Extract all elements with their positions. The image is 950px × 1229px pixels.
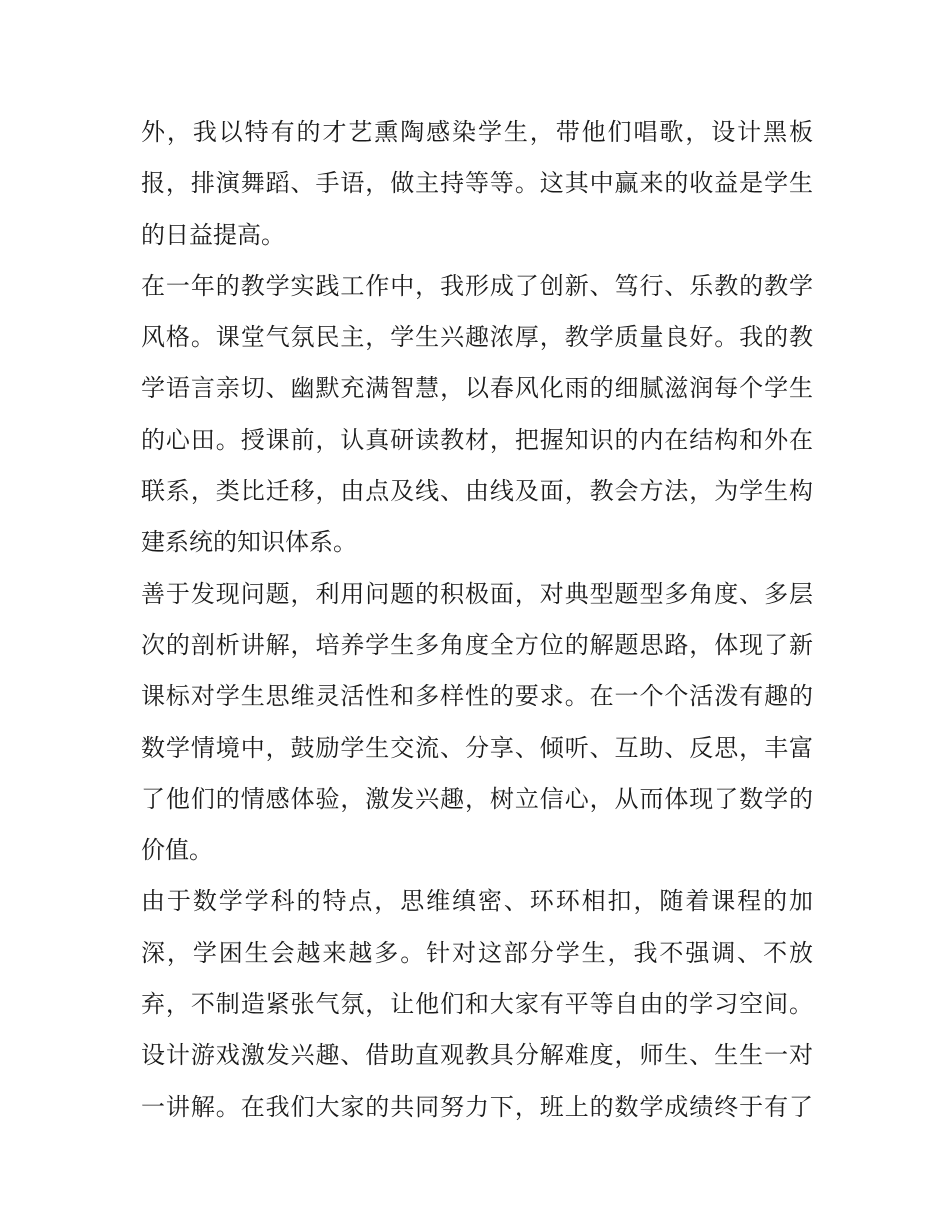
text-line-16: 由于数学学科的特点，思维缜密、环环相扣，随着课程的加 (141, 887, 813, 916)
text-line-5: 风格。课堂气氛民主，学生兴趣浓厚，教学质量良好。我的教 (141, 323, 813, 352)
text-line-8: 联系，类比迁移，由点及线、由线及面，教会方法，为学生构 (141, 477, 813, 506)
text-line-19: 设计游戏激发兴趣、借助直观教具分解难度，师生、生生一对 (141, 1041, 813, 1070)
text-line-2: 报，排演舞蹈、手语，做主持等等。这其中赢来的收益是学生 (141, 169, 813, 198)
text-line-14: 了他们的情感体验，激发兴趣，树立信心，从而体现了数学的 (141, 784, 813, 813)
body-text (141, 107, 813, 1133)
text-line-10: 善于发现问题，利用问题的积极面，对典型题型多角度、多层 (141, 579, 813, 608)
text-line-4: 在一年的教学实践工作中，我形成了创新、笃行、乐教的教学 (141, 271, 813, 300)
text-line-15: 价值。 (141, 836, 213, 865)
text-line-9: 建系统的知识体系。 (141, 528, 357, 557)
text-line-17: 深，学困生会越来越多。针对这部分学生，我不强调、不放 (141, 938, 813, 967)
text-line-13: 数学情境中，鼓励学生交流、分享、倾听、互助、反思，丰富 (141, 733, 813, 762)
text-line-11: 次的剖析讲解，培养学生多角度全方位的解题思路，体现了新 (141, 630, 813, 659)
text-line-12: 课标对学生思维灵活性和多样性的要求。在一个个活泼有趣的 (141, 682, 813, 711)
text-line-20: 一讲解。在我们大家的共同努力下，班上的数学成绩终于有了 (141, 1092, 813, 1121)
text-line-18: 弃，不制造紧张气氛，让他们和大家有平等自由的学习空间。 (141, 990, 813, 1019)
text-line-3: 的日益提高。 (141, 220, 285, 249)
text-line-7: 的心田。授课前，认真研读教材，把握知识的内在结构和外在 (141, 425, 813, 454)
text-line-6: 学语言亲切、幽默充满智慧，以春风化雨的细腻滋润每个学生 (141, 374, 813, 403)
text-line-1: 外，我以特有的才艺熏陶感染学生，带他们唱歌，设计黑板 (141, 118, 813, 146)
